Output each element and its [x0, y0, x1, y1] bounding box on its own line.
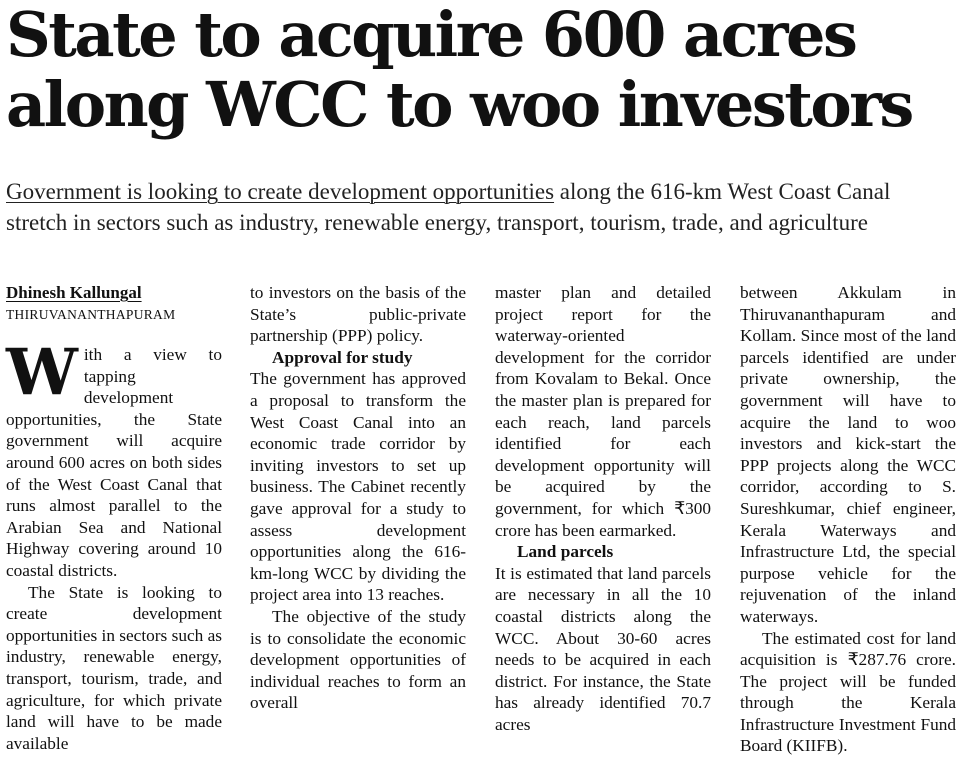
article-paragraph-2: The State is looking to create development opportunities in sectors such as industry, renewable energy, transport, tourism, trade, and agriculture, for which private land will have to be made available	[6, 582, 222, 753]
headline-line-2: along WCC to woo investors	[6, 68, 912, 141]
headline	[6, 0, 956, 140]
deck-subheadline	[6, 176, 956, 238]
headline-line-1: State to acquire 600 acres	[6, 0, 856, 71]
article-column-3	[495, 282, 711, 735]
article-paragraph-1	[6, 335, 222, 582]
article-paragraph-4: The objective of the study is to consolidate the economic development opportunities of individual reaches to form an overall	[250, 606, 466, 713]
article-paragraph-5-continued: between Akkulam in Thiruvananthapuram and Kollam. Since most of the land parcels identified are under private ownership, the government will have to acquire the land to woo investors and kick-start the PPP projects along the WCC corridor, according to S. Sureshkumar, chief engineer, Kerala Waterways and Infrastructure Ltd, the special purpose vehicle for the rejuvenation of the inland waterways.	[740, 283, 956, 626]
deck-underlined-text: Government is looking to create development opportunities	[6, 179, 555, 204]
article-paragraph-6: The estimated cost for land acquisition is ₹287.76 crore. The project will be funded through the Kerala Infrastructure Investment Fund Board (KIIFB).	[740, 628, 956, 756]
paragraph-1-text: ith a view to tapping development opportunities, the State government will acquire around 600 acres on both sides of the West Coast Canal that runs almost parallel to the Arabian Sea and National Highway covering around 10 coastal districts.	[6, 345, 222, 580]
article-paragraph-4-continued: master plan and detailed project report for the waterway-oriented development for the corridor from Kovalam to Bekal. Once the master plan is prepared for each reach, land parcels identified for each development opportunity will be acquired by the government, for which ₹300 crore has been earmarked.	[495, 283, 711, 540]
article-column-1	[6, 282, 222, 754]
dateline: THIRUVANANTHAPURAM	[6, 307, 176, 322]
article-paragraph-2-continued: to investors on the basis of the State’s public-private partnership (PPP) policy.	[250, 283, 466, 346]
article-column-2	[250, 282, 466, 714]
deck-text: along the 616-km West Coast Canal stretch in sectors such as industry, renewable energy, transport, tourism, trade, and agriculture	[6, 179, 891, 235]
subhead-approval-for-study: Approval for study	[272, 347, 413, 367]
drop-cap: W	[6, 335, 78, 410]
article-paragraph-5: It is estimated that land parcels are necessary in all the 10 coastal districts along the WCC. About 30-60 acres needs to be acquired in each district. For instance, the State has already identified 70.7 acres	[495, 563, 711, 734]
article-paragraph-3: The government has approved a proposal to transform the West Coast Canal into an economic trade corridor by inviting investors to set up business. The Cabinet recently gave approval for a study to assess development opportunities along the 616-km-long WCC by dividing the project area into 13 reaches.	[250, 369, 466, 605]
subhead-land-parcels: Land parcels	[517, 542, 614, 562]
byline-author: Dhinesh Kallungal	[6, 283, 142, 302]
article-column-4	[740, 282, 956, 757]
